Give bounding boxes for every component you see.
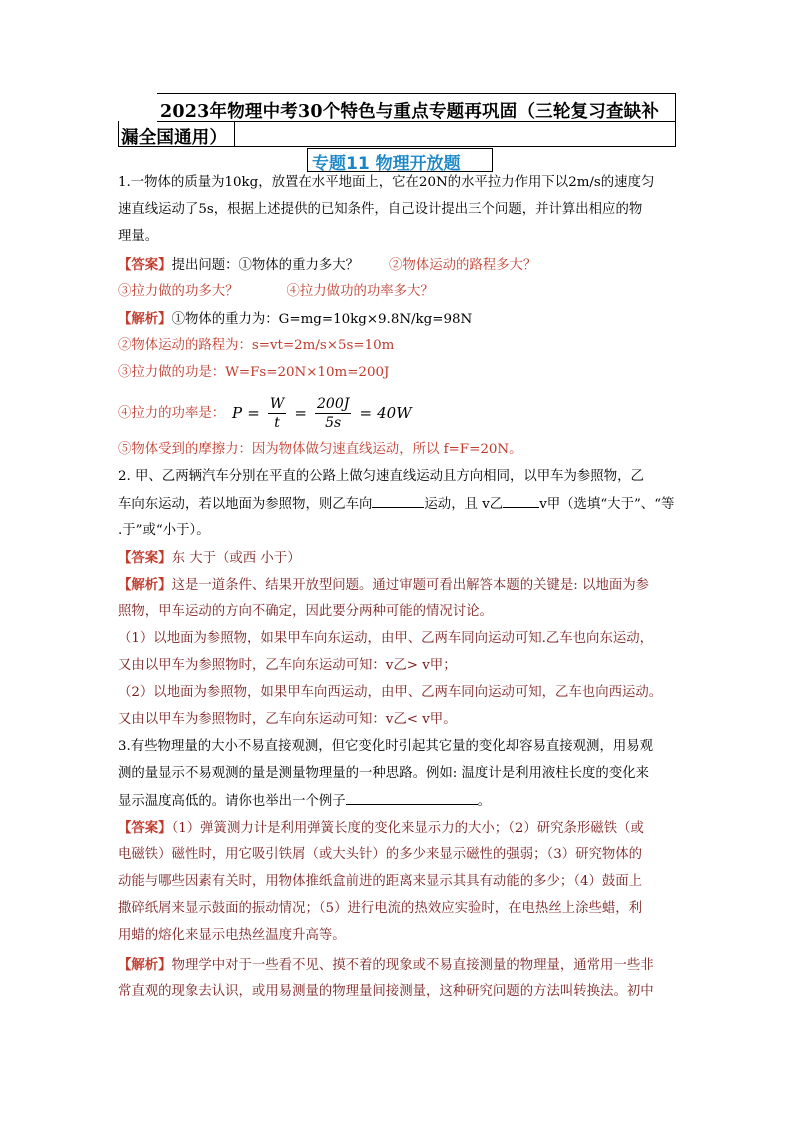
q3-blank-example[interactable] [346, 792, 478, 805]
q2-line2-b: 运动，且 v乙 [424, 497, 504, 512]
q3-answer-3: 动能与哪些因素有关时，用物体推纸盒前进的距离来显示其具有动能的多少；（4）鼓面上 [118, 874, 643, 889]
q3-answer-5: 用蜡的熔化来显示电热丝温度升高等。 [118, 928, 346, 943]
q2-blank-direction[interactable] [372, 495, 424, 508]
q1-answer-b: ②物体运动的路程多大？ [389, 258, 537, 273]
q2-line2-c: v甲（选填“大于”、“等 [539, 497, 675, 512]
formula-num-W: W [269, 396, 285, 412]
q1-analysis-5: ⑤物体受到的摩擦力：因为物体做匀速直线运动，所以 f=F=20N。 [118, 442, 523, 457]
power-formula: P = $\frac{W}{t}$ = $\frac{200J}{5s}$ = 40W [232, 396, 412, 431]
q2-answer: 东 大于（或西 小于） [171, 551, 301, 566]
q2-answer-row [118, 549, 301, 568]
formula-den-5s: 5s [325, 415, 342, 431]
section-subtitle: 专题11 物理开放题 [312, 154, 461, 174]
q3-line1: 3.有些物理量的大小不易直接观测，但它变化时引起其它量的变化却容易直接观测，用易观 [118, 739, 654, 754]
q3-line3-a: 显示温度高低的。请你也举出一个例子 [118, 794, 346, 809]
q3-answer-row1 [118, 819, 644, 838]
q1-answer-d: ④拉力做功的功率多大？ [286, 284, 434, 299]
q2-analysis-p6: 又由以甲车为参照物时，乙车向东运动可知：v乙< v甲。 [118, 712, 457, 727]
q2-line2-a: 车向东运动，若以地面为参照物，则乙车向 [118, 497, 373, 512]
q2-line3: .于”或“小于）。 [118, 523, 210, 538]
q3-line3 [118, 792, 491, 811]
q1-analysis-row1 [118, 310, 472, 329]
formula-fraction-2 [315, 395, 351, 432]
analysis-label: 【解析】 [118, 957, 172, 973]
q1-line2: 速直线运动了5s，根据上述提供的已知条件，自己设计提出三个问题，并计算出相应的物 [118, 202, 643, 217]
title-frame-divider-vertical [234, 121, 235, 147]
q1-line3: 理量。 [118, 229, 159, 244]
q1-analysis-3: ③拉力做的功是：W=Fs=20N×10m=200J [118, 365, 390, 380]
q3-analysis-p2: 常直观的现象去认识，或用易测量的物理量间接测量，这种研究问题的方法叫转换法。初中 [118, 984, 654, 999]
q2-analysis-p1: 这是一道条件、结果开放型问题。通过审题可看出解答本题的关键是: 以地面为参 [171, 578, 649, 593]
answer-label: 【答案】 [118, 257, 172, 273]
q1-answer-row2 [118, 283, 434, 301]
page-title-line1: 2023年物理中考30个特色与重点专题再巩固（三轮复习查缺补 [160, 102, 660, 122]
formula-result: 40W [377, 404, 412, 422]
q2-line1: 2. 甲、乙两辆汽车分别在平直的公路上做匀速直线运动且方向相同，以甲车为参照物，乙 [118, 469, 644, 484]
formula-num-200J: 200J [317, 396, 350, 412]
q3-answer-1: （1）弹簧测力计是利用弹簧长度的变化来显示力的大小；（2）研究条形磁铁（或 [171, 821, 644, 836]
analysis-label: 【解析】 [118, 311, 172, 327]
q1-answer-row1 [118, 256, 536, 275]
q3-analysis-p1: 物理学中对于一些看不见、摸不着的现象或不易直接测量的物理量，通常用一些非 [171, 958, 654, 973]
q2-analysis-p4: 又由以甲车为参照物时，乙车向东运动可知：v乙> v甲； [118, 658, 457, 673]
q3-line2: 测的量显示不易观测的量是测量物理量的一种思路。例如: 温度计是利用液柱长度的变化来 [118, 766, 649, 781]
q3-analysis-row1 [118, 956, 654, 975]
q1-analysis-2: ②物体运动的路程为：s=vt=2m/s×5s=10m [118, 338, 395, 353]
formula-P: P [232, 404, 243, 422]
q3-answer-2: 电磁铁）磁性时，用它吸引铁屑（或大头针）的多少来显示磁性的强弱；（3）研究物体的 [118, 847, 643, 862]
q3-line3-b: 。 [477, 794, 492, 809]
q3-answer-4: 撒碎纸屑来显示鼓面的振动情况；（5）进行电流的热效应实验时，在电热丝上涂些蜡，利 [118, 901, 643, 916]
analysis-label: 【解析】 [118, 577, 172, 593]
q2-blank-compare[interactable] [503, 495, 539, 508]
q2-analysis-p3: （1）以地面为参照物，如果甲车向东运动，由甲、乙两车同向运动可知.乙车也向东运动， [118, 631, 654, 646]
q1-answer-a: 提出问题：①物体的重力多大？ [171, 258, 360, 273]
q2-analysis-p5: （2）以地面为参照物，如果甲车向西运动，由甲、乙两车同向运动可知，乙车也向西运动。 [118, 685, 663, 700]
q1-analysis-1: ①物体的重力为：G=mg=10kg×9.8N/kg=98N [171, 312, 473, 327]
formula-fraction-1 [268, 395, 286, 432]
answer-label: 【答案】 [118, 820, 172, 836]
q2-analysis-p2: 照物，甲车运动的方向不确定，因此要分两种可能的情况讨论。 [118, 604, 493, 619]
q1-line1: 1.一物体的质量为10kg，放置在水平地面上，它在20N的水平拉力作用下以2m/s的速度匀 [118, 175, 655, 190]
q1-analysis-4-text: ④拉力的功率是： [118, 406, 226, 421]
q2-analysis-row1 [118, 576, 649, 595]
answer-label: 【答案】 [118, 550, 172, 566]
page-title-line2: 漏全国通用） [121, 128, 228, 148]
formula-den-t: t [274, 415, 280, 431]
q2-line2 [118, 495, 674, 514]
q1-answer-c: ③拉力做的功多大？ [118, 284, 239, 299]
title-frame-notch [117, 92, 157, 121]
